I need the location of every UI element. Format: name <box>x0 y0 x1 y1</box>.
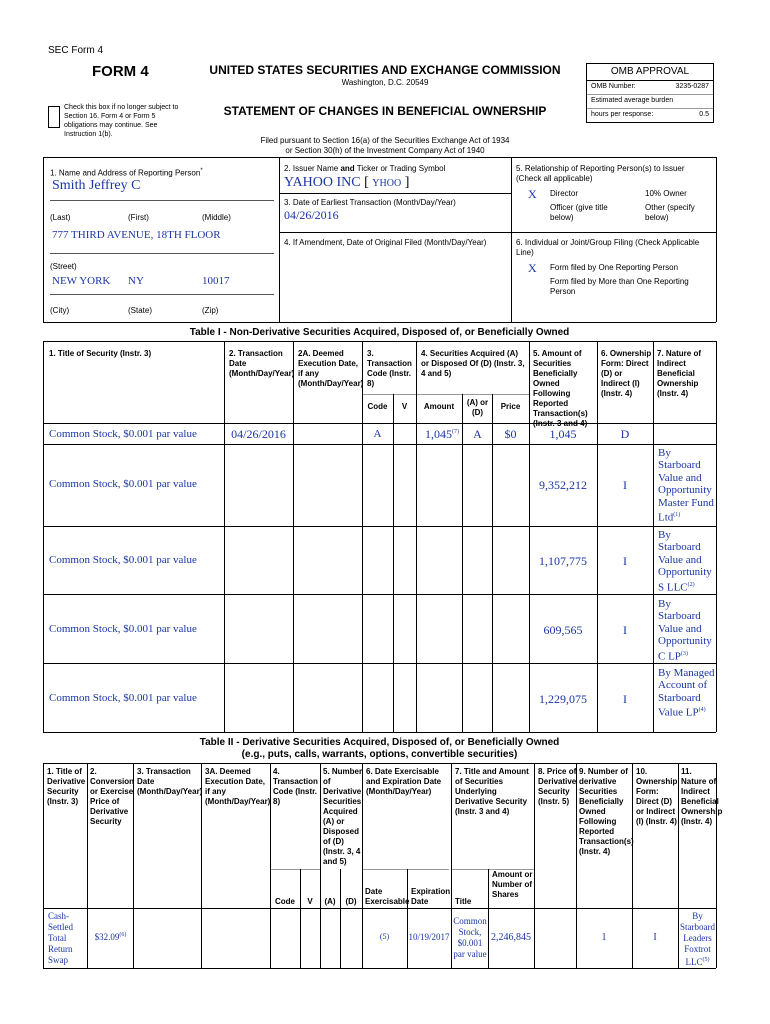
zip-value: 10017 <box>202 275 230 287</box>
t2-h-title: 1. Title of Derivative Security (Instr. 3) <box>47 767 86 806</box>
t2-h-date: 3. Transaction Date (Month/Day/Year) <box>137 767 203 796</box>
t1-row5-owned: 1,229,075 <box>539 692 587 706</box>
t2-sub-date-exercisable: Date Exercisable <box>365 887 410 906</box>
t2-h-code: 4. Transaction Code (Instr. 8) <box>273 767 318 806</box>
other-label: Other (specify below) <box>645 203 695 222</box>
t2-h-underlying: 7. Title and Amount of Securities Underlying Derivative Security (Instr. 3 and 4) <box>455 767 529 816</box>
t2-row-date-exercisable: (5) <box>379 932 390 941</box>
t1-row4-title: Common Stock, $0.001 par value <box>49 623 197 635</box>
box6-label: 6. Individual or Joint/Group Filing (Check Applicable Line) <box>516 238 700 257</box>
t1-sub-amount: Amount <box>423 402 455 411</box>
t1-row2-form: I <box>623 478 627 492</box>
omb-hours-value: 0.5 <box>699 111 709 118</box>
statement-title: STATEMENT OF CHANGES IN BENEFICIAL OWNERSHIP <box>223 104 547 118</box>
no-longer-subject-checkbox[interactable] <box>48 106 60 128</box>
omb-number-label: OMB Number: <box>591 83 636 90</box>
box3-label: 3. Date of Earliest Transaction (Month/Day/Year) <box>284 198 456 207</box>
t2-row-price: $32.09$^{(6)}$ <box>94 932 127 942</box>
t2-row-underlying-title: Common Stock, $0.001 par value <box>453 916 487 959</box>
street-label: (Street) <box>50 262 77 271</box>
t2-sub-amount: Amount or Number of Shares <box>492 870 533 899</box>
t1-row1-form: D <box>620 427 630 441</box>
t1-h-code: 3. Transaction Code (Instr. 8) <box>367 349 412 388</box>
t2-row-nature: By Starboard Leaders Foxtrot LLC$^{(5)}$ <box>680 911 715 967</box>
t1-sub-aord: (A) or (D) <box>466 398 489 417</box>
t2-h-price: 8. Price of Derivative Security (Instr. 5) <box>538 767 577 806</box>
more-persons-label: Form filed by More than One Reporting Person <box>550 277 689 296</box>
director-label: Director <box>550 189 579 198</box>
issuer-name: YAHOO INC [ YHOO ] <box>284 175 410 190</box>
omb-box <box>586 63 714 123</box>
t1-h-deemed: 2A. Deemed Execution Date, if any (Month/Day/Year) <box>298 349 364 388</box>
t1-row5-form: I <box>623 692 627 706</box>
t1-row1-code: A <box>373 428 382 440</box>
t2-row-underlying-amount: 2,246,845 <box>491 932 531 943</box>
t2-sub-d: (D) <box>345 897 357 906</box>
t1-h-date: 2. Transaction Date (Month/Day/Year) <box>229 349 295 378</box>
t2-h-conversion: 2. Conversion or Exercise Price of Derivative Security <box>90 767 135 826</box>
t1-row3-title: Common Stock, $0.001 par value <box>49 554 197 566</box>
location: Washington, D.C. 20549 <box>341 78 429 87</box>
t1-row1-title: Common Stock, $0.001 par value <box>49 428 197 440</box>
t1-h-title: 1. Title of Security (Instr. 3) <box>49 349 152 358</box>
commission-title: UNITED STATES SECURITIES AND EXCHANGE COMMISSION <box>209 63 561 77</box>
t1-row1-amount: 1,045$^{(7)}$ <box>425 427 459 441</box>
omb-burden-label: Estimated average burden <box>591 97 674 104</box>
t1-row4-owned: 609,565 <box>543 623 583 637</box>
t2-row-expiration: 10/19/2017 <box>408 932 450 942</box>
t1-h-securities: 4. Securities Acquired (A) or Disposed Of (D) (Instr. 3, 4 and 5) <box>421 349 525 378</box>
ten-percent-owner-label: 10% Owner <box>645 189 687 198</box>
t1-row5-title: Common Stock, $0.001 par value <box>49 692 197 704</box>
box2-label: 2. Issuer Name and Ticker or Trading Symbol <box>284 164 446 173</box>
filed-line-1: Filed pursuant to Section 16(a) of the Securities Exchange Act of 1934 <box>260 136 510 145</box>
t2-h-number: 5. Number of Derivative Securities Acquired (A) or Disposed of (D) (Instr. 3, 4 and 5) <box>323 767 363 866</box>
t1-sub-v: V <box>401 402 408 411</box>
t1-row2-title: Common Stock, $0.001 par value <box>49 478 197 490</box>
t2-sub-v: V <box>307 897 313 906</box>
t2-h-form: 10. Ownership Form: Direct (D) or Indirect (I) (Instr. 4) <box>636 767 678 826</box>
last-label: (Last) <box>50 213 71 222</box>
one-person-label: Form filed by One Reporting Person <box>550 263 679 272</box>
t1-row3-nature: By Starboard Value and Opportunity S LLC$^{(2)}$ <box>658 529 712 594</box>
first-label: (First) <box>128 213 149 222</box>
street-address: 777 THIRD AVENUE, 18TH FLOOR <box>52 229 221 241</box>
t1-row3-owned: 1,107,775 <box>539 554 587 568</box>
t1-row1-price: $0 <box>504 427 517 441</box>
omb-number-value: 3235-0287 <box>675 83 709 90</box>
t2-row-title: Cash-Settled Total Return Swap <box>48 911 73 965</box>
t2-sub-title: Title <box>455 897 472 906</box>
reporting-person-name: Smith Jeffrey C <box>52 178 141 193</box>
zip-label: (Zip) <box>202 306 219 315</box>
box1-label: 1. Name and Address of Reporting Person* <box>50 168 203 178</box>
t2-row-owned: 1 <box>601 932 607 943</box>
table2-title: Table II - Derivative Securities Acquired, Disposed of, or Beneficially Owned <box>199 737 560 748</box>
t1-h-nature: 7. Nature of Indirect Beneficial Ownership (Instr. 4) <box>657 349 702 398</box>
city-value: NEW YORK <box>52 275 111 287</box>
t2-h-exercisable: 6. Date Exercisable and Expiration Date (Month/Day/Year) <box>366 767 442 796</box>
filed-line-2: or Section 30(h) of the Investment Company Act of 1940 <box>285 146 485 155</box>
t1-sub-code: Code <box>367 402 388 411</box>
box4-label: 4. If Amendment, Date of Original Filed (Month/Day/Year) <box>284 238 487 247</box>
t1-row1-owned: 1,045 <box>549 427 577 441</box>
table2-subtitle: (e.g., puts, calls, warrants, options, convertible securities) <box>241 749 518 760</box>
table1-title: Table I - Non-Derivative Securities Acquired, Disposed of, or Beneficially Owned <box>189 327 570 338</box>
t1-row2-owned: 9,352,212 <box>539 478 587 492</box>
t2-row-form: I <box>653 932 657 943</box>
officer-label: Officer (give title below) <box>550 203 608 222</box>
t2-h-nature: 11. Nature of Indirect Beneficial Ownership (Instr. 4) <box>681 767 723 826</box>
sec-form-label: SEC Form 4 <box>48 45 104 56</box>
t2-sub-expiration: Expiration Date <box>411 887 451 906</box>
omb-hours-label: hours per response: <box>591 111 654 118</box>
middle-label: (Middle) <box>202 213 231 222</box>
director-x-mark[interactable]: X <box>528 187 537 201</box>
t1-h-form: 6. Ownership Form: Direct (D) or Indirect (I) (Instr. 4) <box>601 349 652 398</box>
t1-row3-form: I <box>623 554 627 568</box>
t1-row5-nature: By Managed Account of Starboard Value LP$^{(4)}$ <box>658 667 715 719</box>
t1-row4-nature: By Starboard Value and Opportunity C LP$^{(3)}$ <box>658 598 712 663</box>
checkbox-text: Check this box if no longer subject to Section 16. Form 4 or Form 5 obligations may continue. See Instruction 1(b). <box>64 104 179 138</box>
t1-sub-price: Price <box>500 402 521 411</box>
city-label: (City) <box>50 306 70 315</box>
box5-label: 5. Relationship of Reporting Person(s) to Issuer (Check all applicable) <box>516 164 685 183</box>
t1-row1-aord: A <box>473 427 482 441</box>
t2-sub-code: Code <box>275 897 295 906</box>
t1-row1-date: 04/26/2016 <box>231 427 286 441</box>
t2-sub-a: (A) <box>324 897 336 906</box>
state-value: NY <box>128 275 144 287</box>
state-label: (State) <box>128 306 153 315</box>
t1-h-owned: 5. Amount of Securities Beneficially Owned Following Reported Transaction(s) (Instr. 3 and 4) <box>533 349 588 428</box>
form-title: FORM 4 <box>92 63 149 80</box>
t2-h-deemed: 3A. Deemed Execution Date, if any (Month/Day/Year) <box>205 767 271 806</box>
one-person-x-mark[interactable]: X <box>528 261 537 275</box>
t1-row2-nature: By Starboard Value and Opportunity Master Fund Ltd$^{(1)}$ <box>658 447 714 524</box>
omb-title: OMB APPROVAL <box>587 64 713 81</box>
t2-h-owned: 9. Number of derivative Securities Beneficially Owned Following Reported Transaction(s) (Instr. 4) <box>579 767 634 856</box>
earliest-transaction-date: 04/26/2016 <box>284 208 339 222</box>
t1-row4-form: I <box>623 623 627 637</box>
